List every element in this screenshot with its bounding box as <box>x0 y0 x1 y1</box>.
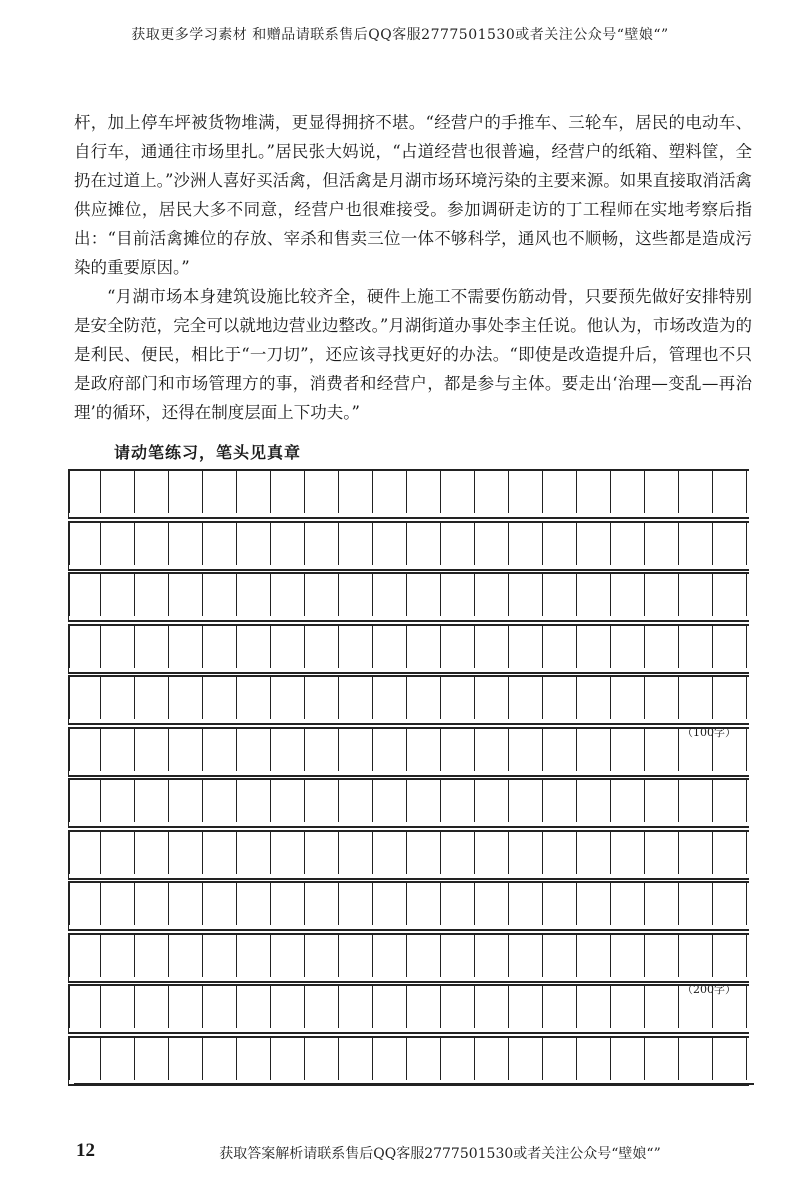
grid-cell <box>715 626 747 668</box>
grid-cell <box>511 986 543 1028</box>
grid-cell <box>647 780 679 822</box>
grid-cell <box>647 574 679 616</box>
grid-cell <box>477 935 509 977</box>
grid-cell <box>613 677 645 719</box>
grid-cell <box>511 780 543 822</box>
grid-cell <box>545 986 577 1028</box>
grid-cell <box>69 523 101 565</box>
grid-cell <box>171 986 203 1028</box>
grid-cell <box>239 832 271 874</box>
grid-cell <box>477 523 509 565</box>
grid-cell <box>511 523 543 565</box>
grid-cell <box>307 574 339 616</box>
grid-cell <box>375 1038 407 1080</box>
grid-cell <box>341 883 373 925</box>
grid-cell <box>681 935 713 977</box>
grid-cell <box>409 832 441 874</box>
grid-cell <box>103 986 135 1028</box>
grid-cell <box>443 729 475 771</box>
grid-cell <box>647 677 679 719</box>
grid-cell <box>613 986 645 1028</box>
grid-cell <box>409 471 441 513</box>
grid-cell <box>69 1038 101 1080</box>
grid-cell <box>613 574 645 616</box>
grid-cell <box>137 935 169 977</box>
grid-cell <box>715 574 747 616</box>
grid-row <box>68 675 749 725</box>
grid-cell <box>103 883 135 925</box>
grid-cell <box>545 780 577 822</box>
grid-cell <box>545 832 577 874</box>
grid-cell <box>613 883 645 925</box>
grid-cell <box>307 883 339 925</box>
grid-cell <box>409 677 441 719</box>
grid-cell <box>715 1038 747 1080</box>
grid-cell <box>375 626 407 668</box>
grid-cell <box>647 832 679 874</box>
grid-cell <box>273 471 305 513</box>
grid-cell <box>477 986 509 1028</box>
grid-cell <box>205 832 237 874</box>
grid-cell <box>409 626 441 668</box>
grid-cell <box>341 780 373 822</box>
grid-cell <box>273 1038 305 1080</box>
grid-cell <box>137 677 169 719</box>
grid-cell <box>579 832 611 874</box>
word-count-mark: （100字） <box>682 725 736 739</box>
grid-cell <box>375 729 407 771</box>
grid-cell <box>307 677 339 719</box>
grid-cell <box>69 935 101 977</box>
grid-row <box>68 1036 749 1086</box>
grid-cell <box>205 626 237 668</box>
grid-cell <box>511 729 543 771</box>
grid-cell <box>273 780 305 822</box>
grid-cell <box>409 986 441 1028</box>
grid-cell <box>545 883 577 925</box>
grid-cell <box>375 935 407 977</box>
grid-cell <box>579 729 611 771</box>
grid-cell <box>681 574 713 616</box>
grid-cell <box>239 471 271 513</box>
grid-cell <box>171 780 203 822</box>
grid-cell <box>715 677 747 719</box>
grid-cell <box>205 883 237 925</box>
grid-cell <box>171 523 203 565</box>
grid-cell <box>171 574 203 616</box>
grid-cell <box>341 729 373 771</box>
grid-cell <box>69 986 101 1028</box>
grid-cell <box>511 935 543 977</box>
grid-cell <box>681 1038 713 1080</box>
grid-cell <box>69 729 101 771</box>
grid-cell <box>511 1038 543 1080</box>
grid-cell <box>647 935 679 977</box>
grid-cell <box>681 677 713 719</box>
grid-cell <box>681 471 713 513</box>
grid-cell <box>715 883 747 925</box>
grid-cell <box>477 1038 509 1080</box>
grid-row <box>68 830 749 880</box>
grid-cell <box>715 832 747 874</box>
grid-cell <box>681 832 713 874</box>
grid-cell <box>579 883 611 925</box>
grid-cell <box>137 883 169 925</box>
grid-cell <box>137 523 169 565</box>
grid-cell <box>239 1038 271 1080</box>
grid-cell <box>69 574 101 616</box>
grid-cell <box>511 471 543 513</box>
grid-row <box>68 624 749 674</box>
grid-cell <box>307 986 339 1028</box>
grid-cell <box>205 935 237 977</box>
grid-cell <box>137 832 169 874</box>
grid-cell <box>171 832 203 874</box>
grid-cell <box>715 471 747 513</box>
grid-cell <box>545 626 577 668</box>
grid-cell <box>103 574 135 616</box>
grid-cell <box>647 626 679 668</box>
article-paragraph: “月湖市场本身建筑设施比较齐全，硬件上施工不需要伤筋动骨，只要预先做好安排特别是安全防范，完全可以就地边营业边整改。”月湖街道办事处李主任说。他认为，市场改造为的是利民、便民，相比于“一刀切”，还应该寻找更好的办法。“即使是改造提升后，管理也不只是政府部门和市场管理方的事，消费者和经营户，都是参与主体。要走出‘治理—变乱—再治理’的循环，还得在制度层面上下功夫。” <box>74 287 752 422</box>
grid-cell <box>375 574 407 616</box>
grid-cell <box>171 677 203 719</box>
grid-cell <box>273 626 305 668</box>
grid-cell <box>647 986 679 1028</box>
grid-cell <box>579 1038 611 1080</box>
grid-row <box>68 984 749 1034</box>
grid-cell <box>341 986 373 1028</box>
grid-cell <box>443 523 475 565</box>
grid-cell <box>103 471 135 513</box>
grid-cell <box>579 574 611 616</box>
grid-cell <box>613 523 645 565</box>
grid-cell <box>103 523 135 565</box>
grid-cell <box>137 1038 169 1080</box>
grid-cell <box>579 626 611 668</box>
grid-cell <box>477 471 509 513</box>
grid-cell <box>171 626 203 668</box>
grid-cell <box>307 832 339 874</box>
grid-cell <box>273 883 305 925</box>
grid-cell <box>205 780 237 822</box>
grid-row <box>68 881 749 931</box>
grid-cell <box>341 1038 373 1080</box>
grid-cell <box>103 729 135 771</box>
grid-cell <box>307 1038 339 1080</box>
grid-cell <box>205 1038 237 1080</box>
grid-cell <box>103 677 135 719</box>
article-body <box>74 108 752 427</box>
grid-row <box>68 521 749 571</box>
grid-cell <box>477 883 509 925</box>
grid-cell <box>307 471 339 513</box>
grid-cell <box>171 471 203 513</box>
grid-cell <box>69 471 101 513</box>
grid-cell <box>545 574 577 616</box>
grid-cell <box>613 935 645 977</box>
grid-cell <box>647 883 679 925</box>
grid-cell <box>613 780 645 822</box>
grid-cell <box>443 883 475 925</box>
grid-row <box>68 778 749 828</box>
grid-cell <box>307 935 339 977</box>
grid-cell <box>443 832 475 874</box>
grid-cell <box>715 729 747 771</box>
grid-cell <box>375 780 407 822</box>
grid-cell <box>647 729 679 771</box>
grid-cell <box>69 780 101 822</box>
grid-cell <box>103 626 135 668</box>
grid-cell <box>545 677 577 719</box>
grid-cell <box>715 935 747 977</box>
grid-cell <box>307 626 339 668</box>
grid-cell <box>579 986 611 1028</box>
grid-row <box>68 469 749 519</box>
grid-cell <box>579 780 611 822</box>
grid-cell <box>375 471 407 513</box>
grid-cell <box>477 677 509 719</box>
grid-cell <box>341 626 373 668</box>
grid-cell <box>341 677 373 719</box>
grid-cell <box>341 935 373 977</box>
grid-row <box>68 572 749 622</box>
grid-cell <box>273 935 305 977</box>
grid-cell <box>205 523 237 565</box>
grid-cell <box>545 471 577 513</box>
grid-cell <box>443 677 475 719</box>
grid-cell <box>341 574 373 616</box>
grid-cell <box>171 1038 203 1080</box>
grid-cell <box>545 935 577 977</box>
grid-cell <box>409 523 441 565</box>
grid-cell <box>375 677 407 719</box>
grid-cell <box>409 1038 441 1080</box>
footer-note: 获取答案解析请联系售后QQ客服2777501530或者关注公众号“壁娘“” <box>219 1146 661 1162</box>
grid-cell <box>273 986 305 1028</box>
grid-cell <box>443 780 475 822</box>
grid-cell <box>511 574 543 616</box>
grid-cell <box>613 832 645 874</box>
grid-cell <box>545 1038 577 1080</box>
grid-cell <box>511 883 543 925</box>
grid-cell <box>409 883 441 925</box>
grid-cell <box>613 729 645 771</box>
grid-cell <box>171 935 203 977</box>
grid-cell <box>375 986 407 1028</box>
grid-cell <box>613 1038 645 1080</box>
grid-cell <box>443 986 475 1028</box>
header-note: 获取更多学习素材 和赠品请联系售后QQ客服2777501530或者关注公众号“壁娘“” <box>131 27 669 43</box>
grid-cell <box>103 935 135 977</box>
grid-cell <box>239 780 271 822</box>
grid-cell <box>681 986 713 1028</box>
grid-cell <box>103 832 135 874</box>
grid-cell <box>545 523 577 565</box>
grid-cell <box>409 935 441 977</box>
grid-cell <box>477 626 509 668</box>
practice-title: 请动笔练习，笔头见真章 <box>114 443 302 462</box>
grid-cell <box>409 574 441 616</box>
grid-cell <box>477 574 509 616</box>
grid-cell <box>307 523 339 565</box>
grid-cell <box>375 523 407 565</box>
grid-cell <box>443 626 475 668</box>
grid-cell <box>341 832 373 874</box>
grid-cell <box>273 574 305 616</box>
grid-cell <box>715 780 747 822</box>
grid-cell <box>409 780 441 822</box>
grid-cell <box>681 729 713 771</box>
grid-cell <box>579 523 611 565</box>
grid-cell <box>511 677 543 719</box>
grid-cell <box>103 1038 135 1080</box>
grid-cell <box>69 832 101 874</box>
grid-cell <box>409 729 441 771</box>
grid-cell <box>69 883 101 925</box>
grid-cell <box>375 832 407 874</box>
grid-cell <box>205 574 237 616</box>
grid-cell <box>273 729 305 771</box>
grid-cell <box>239 677 271 719</box>
grid-cell <box>239 523 271 565</box>
word-count-mark: （200字） <box>682 983 736 996</box>
grid-cell <box>137 729 169 771</box>
grid-cell <box>375 883 407 925</box>
grid-cell <box>715 523 747 565</box>
page-number: 12 <box>76 1140 95 1161</box>
grid-cell <box>443 1038 475 1080</box>
grid-cell <box>307 780 339 822</box>
grid-cell <box>273 677 305 719</box>
grid-cell <box>647 523 679 565</box>
grid-cell <box>69 677 101 719</box>
grid-row <box>68 933 749 983</box>
grid-cell <box>681 883 713 925</box>
grid-cell <box>443 471 475 513</box>
grid-cell <box>205 729 237 771</box>
grid-cell <box>681 626 713 668</box>
grid-cell <box>137 471 169 513</box>
grid-cell <box>205 471 237 513</box>
grid-cell <box>205 677 237 719</box>
grid-cell <box>239 935 271 977</box>
grid-cell <box>307 729 339 771</box>
grid-cell <box>511 832 543 874</box>
grid-cell <box>477 729 509 771</box>
grid-cell <box>103 780 135 822</box>
grid-cell <box>647 471 679 513</box>
grid-cell <box>579 471 611 513</box>
grid-cell <box>239 883 271 925</box>
grid-cell <box>715 986 747 1028</box>
grid-cell <box>69 626 101 668</box>
grid-cell <box>239 574 271 616</box>
grid-cell <box>137 626 169 668</box>
grid-cell <box>681 523 713 565</box>
grid-cell <box>171 883 203 925</box>
bottom-rule <box>74 1083 754 1085</box>
article-paragraph: 杆，加上停车坪被货物堆满，更显得拥挤不堪。“经营户的手推车、三轮车，居民的电动车、自行车，通通往市场里扎。”居民张大妈说，“占道经营也很普遍，经营户的纸箱、塑料筐，全扔在过道上。”沙洲人喜好买活禽，但活禽是月湖市场环境污染的主要来源。如果直接取消活禽供应摊位，居民大多不同意，经营户也很难接受。参加调研走访的丁工程师在实地考察后指出：“目前活禽摊位的存放、宰杀和售卖三位一体不够科学，通风也不顺畅，这些都是造成污染的重要原因。” <box>74 113 752 277</box>
grid-cell <box>511 626 543 668</box>
grid-cell <box>443 935 475 977</box>
grid-cell <box>545 729 577 771</box>
grid-cell <box>477 780 509 822</box>
grid-cell <box>443 574 475 616</box>
grid-cell <box>613 471 645 513</box>
grid-cell <box>613 626 645 668</box>
grid-cell <box>579 677 611 719</box>
grid-cell <box>137 574 169 616</box>
grid-cell <box>273 832 305 874</box>
grid-row <box>68 727 749 777</box>
grid-cell <box>647 1038 679 1080</box>
grid-cell <box>579 935 611 977</box>
grid-cell <box>341 523 373 565</box>
grid-cell <box>239 729 271 771</box>
grid-cell <box>273 523 305 565</box>
grid-cell <box>681 780 713 822</box>
grid-cell <box>477 832 509 874</box>
grid-cell <box>239 986 271 1028</box>
grid-cell <box>239 626 271 668</box>
grid-cell <box>341 471 373 513</box>
grid-cell <box>137 986 169 1028</box>
grid-cell <box>171 729 203 771</box>
grid-cell <box>205 986 237 1028</box>
grid-cell <box>137 780 169 822</box>
